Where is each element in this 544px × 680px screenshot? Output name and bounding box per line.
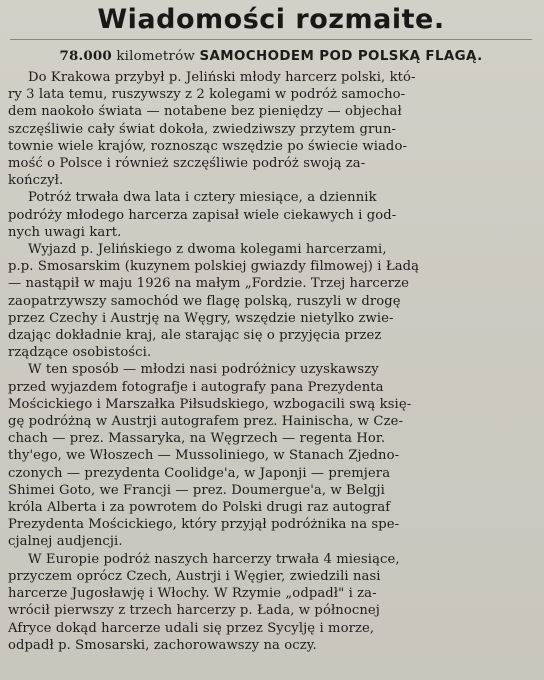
text-line: podróży młodego harcerza zapisał wiele ciekawych i god- (8, 207, 397, 223)
article-paragraph (8, 361, 534, 550)
article-paragraph (8, 69, 534, 189)
article-body (8, 69, 534, 654)
article-paragraph (8, 551, 534, 654)
text-line: chach — prez. Massaryka, na Węgrzech — regenta Hor. (8, 431, 386, 447)
text-line: Afryce dokąd harcerze udali się przez Sycylję i morze, (8, 620, 375, 636)
text-line: Do Krakowa przybył p. Jeliński młody harcerz polski, któ- (28, 70, 416, 85)
text-line: przez Czechy i Austrję na Węgry, wszędzie nietylko zwie- (8, 310, 394, 326)
text-line: odpadł p. Smosarski, zachorowawszy na oczy. (8, 637, 317, 653)
text-line: dem naokoło świata — notabene bez pieniędzy — objechał (8, 104, 402, 120)
text-line: townie wiele krajów, roznosząc wszędzie po świecie wiado- (8, 138, 407, 154)
subheading-caps: SAMOCHODEM POD POLSKĄ FLAGĄ. (199, 49, 483, 64)
text-line: przed wyjazdem fotografje i autografy pana Prezydenta (8, 379, 384, 395)
text-line: thy'ego, we Włoszech — Mussoliniego, w Stanach Zjedno- (8, 448, 400, 464)
text-line: czonych — prezydenta Coolidge'a, w Japonji — premjera (8, 465, 391, 481)
section-header (10, 0, 532, 40)
text-line: rządzące osobistości. (8, 345, 152, 361)
section-title: Wiadomości rozmaite. (97, 4, 445, 35)
text-line: ry 3 lata temu, ruszywszy z 2 kolegami w podróż samocho- (8, 87, 406, 103)
text-line: — nastąpił w maju 1926 na małym „Fordzie. Trzej harcerze (8, 276, 410, 292)
text-line: kończył. (8, 173, 64, 189)
text-line: dzając dokładnie kraj, ale starając się o przyjęcia przez (8, 328, 382, 344)
article-paragraph (8, 189, 534, 241)
text-line: W ten sposób — młodzi nasi podróżnicy uzyskawszy (28, 362, 379, 378)
text-line: zaopatrzywszy samochód we flagę polską, ruszyli w drogę (8, 293, 401, 309)
text-line: Prezydenta Mościckiego, który przyjął podróżnika na spe- (8, 517, 400, 533)
text-line: nych uwagi kart. (8, 224, 122, 240)
text-line: mość o Polsce i również szczęśliwie podróż swoją za- (8, 156, 366, 172)
text-line: króla Alberta i za powrotem do Polski drugi raz autograf (8, 500, 391, 516)
text-line: gę podróżną w Austrji autografem prez. Hainischa, w Cze- (8, 414, 404, 430)
text-line: Shimei Goto, we Francji — prez. Doumergue'a, w Belgji (8, 482, 385, 498)
subheading-distance: 78.000 (59, 48, 112, 64)
text-line: szczęśliwie cały świat dokoła, zwiedziwszy przytem grun- (8, 121, 397, 137)
text-line: W Europie podróż naszych harcerzy trwała 4 miesiące, (28, 551, 400, 567)
text-line: wrócił pierwszy z trzech harcerzy p. Łada, w północnej (8, 603, 380, 619)
text-line: Wyjazd p. Jelińskiego z dwoma kolegami harcerzami, (28, 242, 387, 258)
subheading-unit: kilometrów (111, 49, 200, 64)
text-line: cjalnej audjencji. (8, 534, 123, 550)
article-subheading (8, 48, 534, 65)
text-line: przyczem oprócz Czech, Austrji i Węgier, zwiedzili nasi (8, 568, 381, 584)
text-line: p.p. Smosarskim (kuzynem polskiej gwiazdy filmowej) i Ładą (8, 259, 420, 275)
article-paragraph (8, 241, 534, 361)
text-line: harcerze Jugosławję i Włochy. W Rzymie „odpadł" i za- (8, 586, 377, 602)
text-line: Potróż trwała dwa lata i cztery miesiące, a dziennik (28, 190, 377, 206)
text-line: Mościckiego i Marszałka Piłsudskiego, wzbogacili swą księ- (8, 396, 412, 412)
